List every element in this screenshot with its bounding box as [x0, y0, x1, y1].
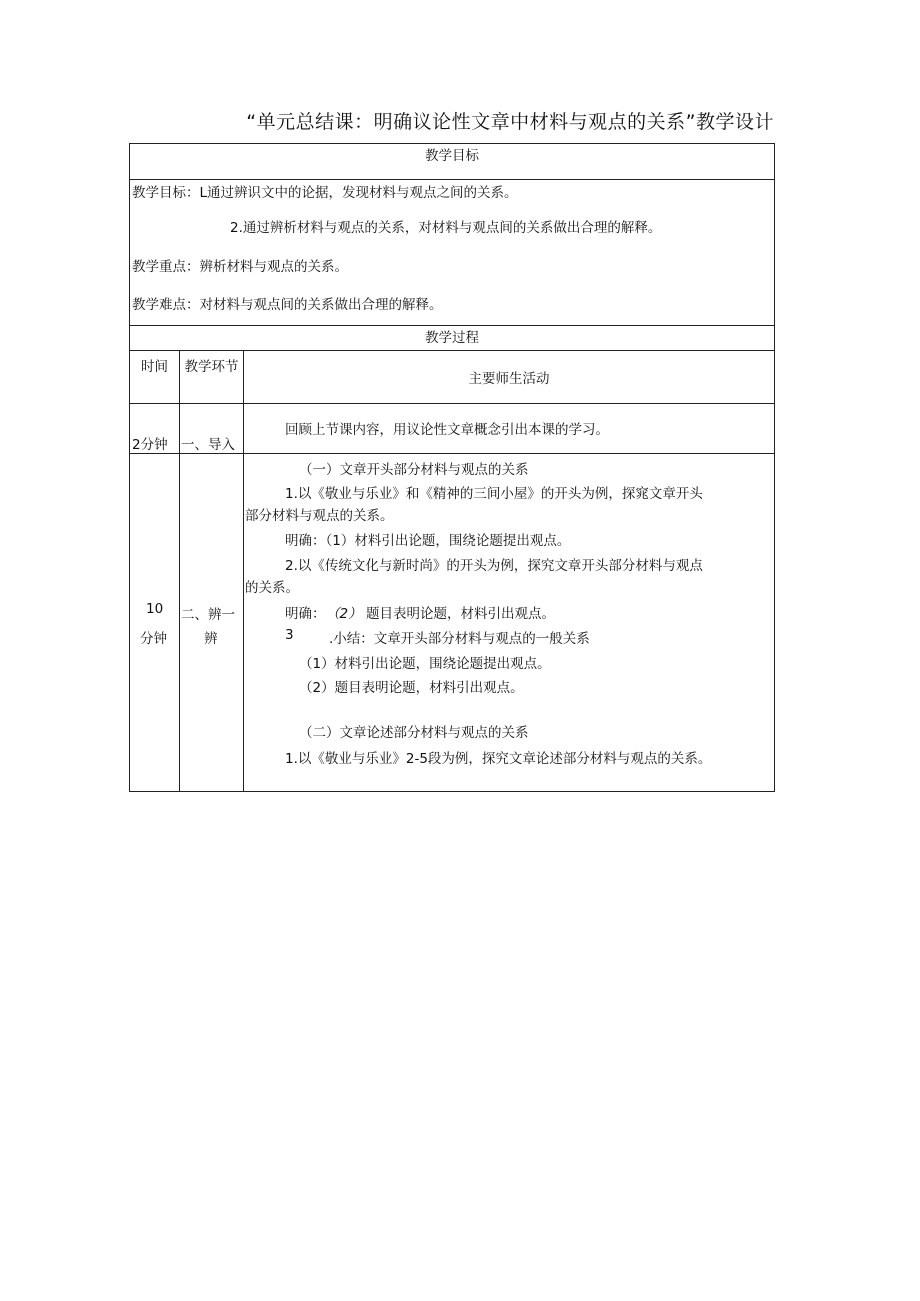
- subsection-2-heading: （二）文章论述部分材料与观点的关系: [299, 725, 529, 741]
- difficult-point-line: 教学难点：对材料与观点间的关系做出合理的解释。: [132, 297, 443, 313]
- bian-time-cell: [130, 454, 180, 792]
- clarify-2-number: （2）: [326, 606, 362, 622]
- bian-row: [130, 454, 775, 792]
- summary-point-1: （1）材料引出论题，围绕论题提出观点。: [299, 656, 551, 672]
- goal-line-2: 2.通过辨析材料与观点的关系，对材料与观点间的关系做出合理的解释。: [230, 220, 662, 236]
- summary-point-2: （2）题目表明论题，材料引出观点。: [299, 680, 524, 696]
- process-header-row: [130, 326, 775, 351]
- subsection-1-heading: （一）文章开头部分材料与观点的关系: [299, 462, 529, 478]
- intro-time: 2分钟: [132, 437, 168, 453]
- activity-item-1-line-2: 部分材料与观点的关系。: [245, 508, 394, 524]
- goal-line-1: 教学目标：L通过辨识文中的论据，发现材料与观点之间的关系。: [132, 185, 518, 201]
- time-column-header: 时间: [130, 351, 180, 404]
- clarify-2-label: 明确：: [285, 606, 326, 622]
- process-header: 教学过程: [130, 326, 775, 351]
- key-point-line: 教学重点：辨析材料与观点的关系。: [132, 259, 348, 275]
- activity-item-2-line-1: 2.以《传统文化与新时尚》的开头为例，探究文章开头部分材料与观点: [285, 558, 703, 574]
- goals-cell: [130, 180, 775, 326]
- bian-time-unit: 分钟: [140, 631, 167, 647]
- intro-activity: 回顾上节课内容，用议论性文章概念引出本课的学习。: [285, 422, 609, 438]
- stage-column-header: 教学环节: [180, 351, 244, 404]
- bian-stage-line-2: 辨: [204, 631, 218, 647]
- bian-activity-cell: [244, 454, 775, 792]
- intro-stage-cell: [180, 404, 244, 454]
- bian-time-number: 10: [146, 601, 164, 617]
- summary-heading: .小结：文章开头部分材料与观点的一般关系: [329, 631, 590, 647]
- activity-column-header: 主要师生活动: [244, 351, 775, 404]
- lesson-plan-table: [129, 143, 775, 792]
- intro-row: [130, 404, 775, 454]
- intro-time-cell: [130, 404, 180, 454]
- clarify-2-text: 题目表明论题，材料引出观点。: [366, 606, 555, 622]
- bian-stage-cell: [180, 454, 244, 792]
- summary-number: 3: [285, 627, 294, 643]
- activity-item-2-line-2: 的关系。: [245, 580, 299, 596]
- goals-header-row: [130, 144, 775, 180]
- goals-row: [130, 180, 775, 326]
- goals-header: 教学目标: [130, 144, 775, 180]
- activity-item-1-line-1: 1.以《敬业与乐业》和《精神的三间小屋》的开头为例，探窕文章开头: [285, 486, 703, 502]
- bian-stage-line-1: 二、辨一: [181, 607, 235, 623]
- intro-stage: 一、导入: [181, 437, 235, 453]
- intro-activity-cell: [244, 404, 775, 454]
- column-header-row: [130, 351, 775, 404]
- activity-item-3: 1.以《敬业与乐业》2-5段为例，探究文章论述部分材料与观点的关系。: [285, 751, 712, 767]
- document-title: “单元总结课：明确议论性文章中材料与观点的关系”教学设计: [246, 111, 774, 133]
- clarify-1: 明确：（1）材料引出论题，围绕论题提出观点。: [285, 533, 571, 549]
